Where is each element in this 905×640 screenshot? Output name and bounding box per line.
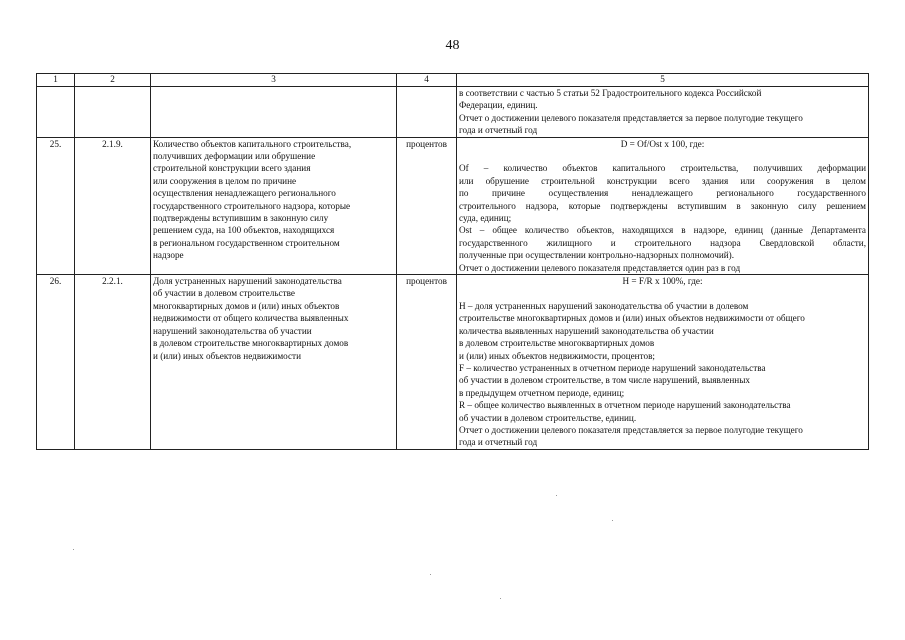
method-line: и (или) иных объектов недвижимости, процентов;: [459, 350, 655, 361]
indicator-name: [151, 275, 397, 450]
unit-of-measure: процентов: [397, 137, 457, 274]
row-number: [37, 87, 75, 138]
scan-speck: [556, 495, 557, 496]
indicator-name-line: получивших деформации или обрушение: [153, 151, 316, 162]
formula-line: H = F/R x 100%, где:: [622, 276, 703, 287]
formula-line: D = Of/Ost x 100, где:: [620, 138, 705, 149]
scan-speck: [430, 574, 431, 575]
scan-speck: [500, 598, 501, 599]
method-line: об участии в долевом строительстве, единиц.: [459, 412, 637, 423]
table-body: [37, 87, 869, 450]
calculation-method: [457, 87, 869, 138]
method-line: [459, 287, 866, 299]
method-line: Of – количество объектов капитального строительства, получивших деформации: [459, 163, 866, 174]
method-line: количества выявленных нарушений законодательства об участии: [459, 325, 714, 336]
method-line: Ost – общее количество объектов, находящихся в надзоре, единиц (данные Департамента: [459, 225, 866, 236]
indicator-name-line: государственного строительного надзора, которые: [153, 200, 351, 211]
indicator-name-line: об участии в долевом строительстве: [153, 288, 295, 299]
method-line: полученные при осуществлении контрольно-надзорных полномочий).: [459, 250, 735, 261]
indicator-name-line: нарушений законодательства об участии: [153, 325, 312, 336]
table-row: [37, 137, 869, 274]
indicator-name-line: и (или) иных объектов недвижимости: [153, 350, 301, 361]
method-line: строительстве многоквартирных домов и (или) иных объектов недвижимости от общего: [459, 313, 805, 324]
row-number: 26.: [37, 275, 75, 450]
table-row: [37, 87, 869, 138]
header-cell: 5: [457, 74, 869, 87]
indicator-name-line: осуществления ненадлежащего регионального: [153, 188, 336, 199]
indicator-name-line: Доля устраненных нарушений законодательства: [153, 276, 342, 287]
indicator-code: [75, 87, 151, 138]
method-line: Отчет о достижении целевого показателя представляется один раз в год: [459, 262, 741, 273]
method-line: [459, 150, 866, 162]
indicator-table: [36, 73, 869, 450]
method-line: Отчет о достижении целевого показателя представляется за первое полугодие текущего: [459, 112, 803, 123]
indicator-name-line: в долевом строительстве многоквартирных домов: [153, 338, 349, 349]
unit-of-measure: [397, 87, 457, 138]
table-row: [37, 275, 869, 450]
method-line: в долевом строительстве многоквартирных домов: [459, 338, 655, 349]
calculation-method: [457, 275, 869, 450]
row-number: 25.: [37, 137, 75, 274]
indicator-name-line: в региональном государственном строительном: [153, 237, 340, 248]
method-line: F – количество устраненных в отчетном периоде нарушений законодательства: [459, 362, 766, 373]
indicator-code: 2.2.1.: [75, 275, 151, 450]
indicator-name-line: надзоре: [153, 250, 184, 261]
header-row: [37, 74, 869, 87]
method-line: по причине осуществления ненадлежащего регионального государственного: [459, 188, 866, 199]
method-line: R – общее количество выявленных в отчетном периоде нарушений законодательства: [459, 400, 791, 411]
scan-speck: [73, 549, 74, 550]
method-line: или обрушение строительной конструкции всего здания или сооружения в целом: [459, 175, 866, 186]
indicator-name-line: подтверждены вступившим в законную силу: [153, 213, 329, 224]
header-cell: 3: [151, 74, 397, 87]
method-line: Федерации, единиц.: [459, 100, 538, 111]
header-cell: 2: [75, 74, 151, 87]
method-line: государственного жилищного и строительного надзора Свердловской области,: [459, 237, 866, 248]
method-line: года и отчетный год: [459, 125, 538, 136]
indicator-code: 2.1.9.: [75, 137, 151, 274]
indicator-name-line: или сооружения в целом по причине: [153, 175, 297, 186]
header-cell: 1: [37, 74, 75, 87]
indicator-name-line: многоквартирных домов и (или) иных объектов: [153, 300, 340, 311]
method-line: Отчет о достижении целевого показателя представляется за первое полугодие текущего: [459, 424, 803, 435]
header-cell: 4: [397, 74, 457, 87]
indicator-name: [151, 87, 397, 138]
method-line: Н – доля устраненных нарушений законодательства об участии в долевом: [459, 300, 749, 311]
indicator-name-line: недвижимости от общего количества выявленных: [153, 313, 349, 324]
page-number: 48: [445, 38, 460, 53]
scan-speck: [612, 520, 613, 521]
method-line: в предыдущем отчетном периоде, единиц;: [459, 387, 625, 398]
method-line: суда, единиц;: [459, 213, 512, 224]
indicator-name-line: Количество объектов капитального строительства,: [153, 138, 352, 149]
indicator-name-line: решением суда, на 100 объектов, находящихся: [153, 225, 335, 236]
indicator-name: [151, 137, 397, 274]
method-line: строительного надзора, которые подтверждены вступившим в законную силу решением: [459, 200, 866, 211]
method-line: в соответствии с частью 5 статьи 52 Градостроительного кодекса Российской: [459, 88, 762, 98]
method-line: года и отчетный год: [459, 437, 538, 448]
indicator-name-line: строительной конструкции всего здания: [153, 163, 311, 174]
method-line: об участии в долевом строительстве, в том числе нарушений, выявленных: [459, 375, 750, 386]
unit-of-measure: процентов: [397, 275, 457, 450]
calculation-method: [457, 137, 869, 274]
